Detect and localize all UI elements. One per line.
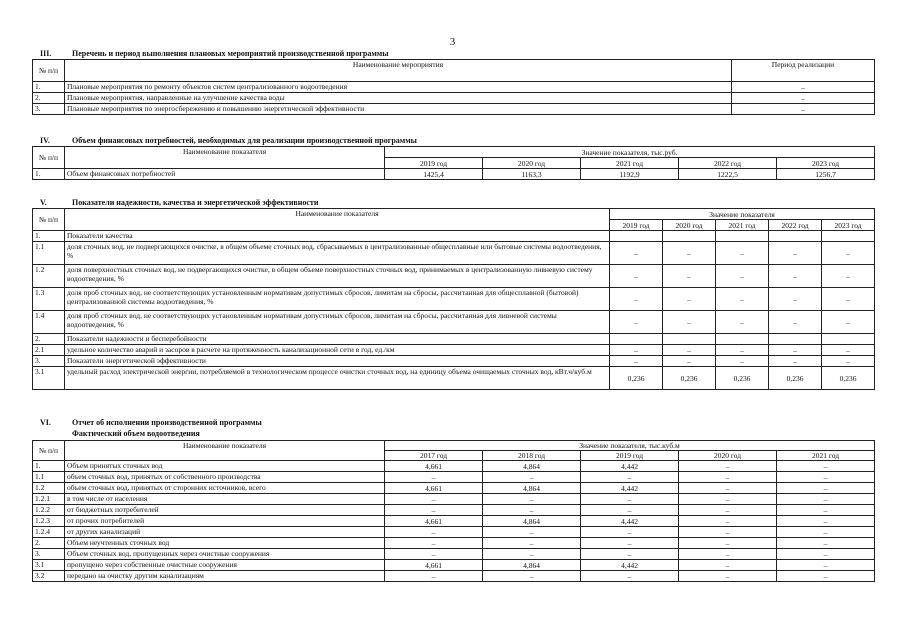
section-5-number: V. — [40, 198, 47, 207]
col-name-header: Наименование показателя — [65, 147, 385, 169]
row-name: Показатели качества — [65, 231, 610, 242]
row-value: – — [663, 356, 716, 367]
row-number: 1.2.4 — [33, 527, 65, 538]
row-value: – — [822, 356, 875, 367]
row-value — [716, 231, 769, 242]
row-value: – — [385, 549, 483, 560]
row-value: 1192,9 — [581, 169, 679, 180]
row-value: – — [483, 494, 581, 505]
year-header: 2020 год — [483, 158, 581, 169]
row-name: объем сточных вод, принятых от сторонних источников, всего — [65, 483, 385, 494]
row-name: Плановые мероприятия по энергосбережению и повышению энергетической эффективности — [65, 104, 732, 115]
row-value: – — [679, 549, 777, 560]
row-value: – — [777, 560, 875, 571]
row-number: 1. — [33, 82, 65, 93]
row-value: – — [769, 288, 822, 311]
row-value — [769, 231, 822, 242]
row-value: – — [679, 538, 777, 549]
row-value: – — [483, 527, 581, 538]
row-value — [610, 231, 663, 242]
row-number: 2. — [33, 538, 65, 549]
row-value: – — [483, 505, 581, 516]
row-value: – — [483, 571, 581, 582]
row-period: – — [732, 104, 875, 115]
table-row — [33, 472, 875, 483]
col-period-header: Период реализации — [732, 60, 875, 82]
section-3-table — [32, 59, 875, 115]
row-number: 1. — [33, 231, 65, 242]
row-value: 1425,4 — [385, 169, 483, 180]
table-row — [33, 334, 875, 345]
section-4-heading: Объем финансовых потребностей, необходимых для реализации производственной программы — [72, 136, 417, 145]
table-row — [33, 549, 875, 560]
table-row — [33, 367, 875, 390]
row-name: доля проб сточных вод, не соответствующих установленным нормативам допустимых сбросов, лимитам на сбросы, рассчитанная для ливневой системы водоотведения, % — [65, 311, 610, 334]
row-value: – — [483, 538, 581, 549]
row-name: доля поверхностных сточных вод, не подвергающихся очистке, в общем объеме поверхностных сточных вод, принимаемых в централизованную ливневую систему водоотведения, % — [65, 265, 610, 288]
row-value: 4,442 — [581, 483, 679, 494]
year-header: 2019 год — [385, 158, 483, 169]
row-value — [610, 334, 663, 345]
row-value: – — [581, 472, 679, 483]
table-row — [33, 231, 875, 242]
row-period: – — [732, 82, 875, 93]
row-number: 2.1 — [33, 345, 65, 356]
col-no-header: № п/п — [33, 147, 65, 169]
table-row — [33, 527, 875, 538]
row-value: – — [581, 538, 679, 549]
table-row — [33, 571, 875, 582]
row-value: – — [822, 288, 875, 311]
row-name: Плановые мероприятия, направленные на улучшение качества воды — [65, 93, 732, 104]
row-value: – — [716, 345, 769, 356]
row-value: – — [385, 527, 483, 538]
row-value: – — [581, 505, 679, 516]
row-value: – — [385, 472, 483, 483]
row-number: 1.3 — [33, 288, 65, 311]
row-value: – — [581, 571, 679, 582]
row-value: – — [679, 461, 777, 472]
row-value: – — [769, 242, 822, 265]
year-header: 2017 год — [385, 451, 483, 461]
table-row — [33, 104, 875, 115]
row-value: – — [610, 265, 663, 288]
row-value: – — [716, 265, 769, 288]
row-value — [716, 334, 769, 345]
row-value: – — [663, 265, 716, 288]
row-value: 4,864 — [483, 516, 581, 527]
row-value: – — [716, 311, 769, 334]
row-value: – — [769, 345, 822, 356]
row-value: – — [610, 345, 663, 356]
section-6-heading: Отчет об исполнении производственной программы — [72, 418, 262, 427]
row-value: – — [581, 549, 679, 560]
row-value: – — [716, 356, 769, 367]
row-value: – — [777, 472, 875, 483]
table-row — [33, 345, 875, 356]
row-name: Плановые мероприятия по ремонту объектов систем централизованного водоотведения — [65, 82, 732, 93]
row-value: – — [663, 311, 716, 334]
row-name: Показатели энергетической эффективности — [65, 356, 610, 367]
section-4-title — [40, 136, 417, 145]
row-value: – — [769, 356, 822, 367]
row-number: 1.2.1 — [33, 494, 65, 505]
year-header: 2020 год — [679, 451, 777, 461]
row-value: 4,864 — [483, 483, 581, 494]
row-name: удельный расход электрической энергии, потребляемой в технологическом процессе очистки сточных вод, на единицу объема очищаемых сточных вод, кВт.ч/куб.м — [65, 367, 610, 390]
section-5-heading: Показатели надежности, качества и энергетической эффективности — [72, 198, 319, 207]
table-row — [33, 538, 875, 549]
table-row — [33, 461, 875, 472]
section-3-number: III. — [40, 49, 52, 58]
year-header: 2022 год — [769, 220, 822, 231]
col-group-header: Значение показателя — [610, 209, 875, 220]
table-row — [33, 356, 875, 367]
table-row — [33, 505, 875, 516]
row-value: – — [769, 265, 822, 288]
row-period: – — [732, 93, 875, 104]
row-value: 0,236 — [610, 367, 663, 390]
row-value — [663, 231, 716, 242]
row-number: 3.1 — [33, 367, 65, 390]
col-name-header: Наименование показателя — [65, 441, 385, 461]
table-row — [33, 265, 875, 288]
row-value: – — [679, 571, 777, 582]
row-value: – — [610, 242, 663, 265]
section-6-subtitle: Фактический объем водоотведения — [72, 429, 200, 438]
row-value: – — [777, 494, 875, 505]
row-value: 1256,7 — [777, 169, 875, 180]
year-header: 2021 год — [581, 158, 679, 169]
col-name-header: Наименование показателя — [65, 209, 610, 231]
row-value: – — [716, 288, 769, 311]
row-value: 4,442 — [581, 461, 679, 472]
row-name: Объем финансовых потребностей — [65, 169, 385, 180]
row-name: удельное количество аварий и засоров в расчете на протяженность канализационной сети в год, ед./км — [65, 345, 610, 356]
table-row — [33, 516, 875, 527]
row-value: – — [663, 242, 716, 265]
row-number: 1. — [33, 461, 65, 472]
page-number: 3 — [449, 36, 456, 48]
row-name: от прочих потребителей — [65, 516, 385, 527]
col-no-header: № п/п — [33, 209, 65, 231]
row-value: – — [663, 288, 716, 311]
row-value: – — [663, 345, 716, 356]
row-number: 2. — [33, 93, 65, 104]
row-value: – — [483, 472, 581, 483]
row-value: – — [610, 288, 663, 311]
row-name: передано на очистку другим канализациям — [65, 571, 385, 582]
row-number: 1.2.3 — [33, 516, 65, 527]
year-header: 2023 год — [822, 220, 875, 231]
col-group-header: Значение показателя, тыс.руб. — [385, 147, 875, 158]
row-name: от бюджетных потребителей — [65, 505, 385, 516]
section-5-table — [32, 208, 875, 390]
row-value: 1163,3 — [483, 169, 581, 180]
table-row — [33, 93, 875, 104]
row-value: – — [777, 527, 875, 538]
table-row — [33, 242, 875, 265]
year-header: 2018 год — [483, 451, 581, 461]
row-value: 0,236 — [716, 367, 769, 390]
year-header: 2019 год — [581, 451, 679, 461]
row-value: 4,442 — [581, 516, 679, 527]
col-name-header: Наименование мероприятия — [65, 60, 732, 82]
section-4-number: IV. — [40, 136, 50, 145]
row-value: – — [385, 538, 483, 549]
row-name: в том числе от населения — [65, 494, 385, 505]
col-group-header: Значение показателя, тыс.куб.м — [385, 441, 875, 451]
section-5-title — [40, 198, 318, 207]
year-header: 2021 год — [716, 220, 769, 231]
row-value: 4,661 — [385, 483, 483, 494]
row-value: – — [769, 311, 822, 334]
row-number: 1.4 — [33, 311, 65, 334]
row-value: – — [822, 345, 875, 356]
row-value: – — [581, 494, 679, 505]
row-value: – — [679, 494, 777, 505]
table-row — [33, 560, 875, 571]
row-value: 0,236 — [769, 367, 822, 390]
col-no-header: № п/п — [33, 441, 65, 461]
row-value: – — [822, 242, 875, 265]
row-number: 3.1 — [33, 560, 65, 571]
row-value — [822, 231, 875, 242]
section-3-title — [40, 49, 388, 58]
row-value: – — [679, 560, 777, 571]
row-value: – — [822, 311, 875, 334]
row-value: – — [610, 356, 663, 367]
row-value: 4,661 — [385, 516, 483, 527]
row-value: 0,236 — [663, 367, 716, 390]
row-number: 1.1 — [33, 242, 65, 265]
year-header: 2023 год — [777, 158, 875, 169]
table-row — [33, 288, 875, 311]
row-value — [769, 334, 822, 345]
row-name: доля сточных вод, не подвергающихся очистке, в общем объеме сточных вод, сбрасываемых в централизованные общесплавные или бытовые системы водоотведения, % — [65, 242, 610, 265]
row-value: – — [777, 549, 875, 560]
row-value: – — [777, 461, 875, 472]
row-name: объем сточных вод, принятых от собственного производства — [65, 472, 385, 483]
row-name: Показатели надежности и бесперебойности — [65, 334, 610, 345]
table-row — [33, 483, 875, 494]
row-value: – — [679, 483, 777, 494]
row-number: 3. — [33, 356, 65, 367]
year-header: 2021 год — [777, 451, 875, 461]
row-value: – — [385, 494, 483, 505]
col-no-header: № п/п — [33, 60, 65, 82]
row-value — [822, 334, 875, 345]
row-number: 3. — [33, 549, 65, 560]
year-header: 2022 год — [679, 158, 777, 169]
row-value: – — [716, 242, 769, 265]
section-6-title — [40, 418, 262, 427]
row-value: – — [679, 472, 777, 483]
row-name: Объем сточных вод, пропущенных через очистные сооружения — [65, 549, 385, 560]
row-name: пропущено через собственные очистные сооружения — [65, 560, 385, 571]
row-value: 4,661 — [385, 461, 483, 472]
row-value: – — [679, 505, 777, 516]
row-value: – — [777, 538, 875, 549]
row-number: 1.1 — [33, 472, 65, 483]
table-row — [33, 494, 875, 505]
row-name: Объем принятых сточных вод — [65, 461, 385, 472]
section-6-number: VI. — [40, 418, 51, 427]
row-value: – — [385, 571, 483, 582]
row-value: 4,661 — [385, 560, 483, 571]
row-value: – — [581, 527, 679, 538]
row-number: 2. — [33, 334, 65, 345]
row-number: 1.2.2 — [33, 505, 65, 516]
row-value — [663, 334, 716, 345]
year-header: 2019 год — [610, 220, 663, 231]
row-value: – — [822, 265, 875, 288]
year-header: 2020 год — [663, 220, 716, 231]
row-value: – — [610, 311, 663, 334]
row-number: 1.2 — [33, 265, 65, 288]
row-name: от других канализаций — [65, 527, 385, 538]
row-value: – — [777, 571, 875, 582]
row-value: – — [679, 527, 777, 538]
row-name: доля проб сточных вод, не соответствующих установленным нормативам допустимых сбросов, лимитам на сбросы, рассчитанная для общесплавной (бытовой) централизованной системы водоотведения, % — [65, 288, 610, 311]
section-6-table — [32, 440, 875, 582]
row-number: 3. — [33, 104, 65, 115]
row-value: 4,442 — [581, 560, 679, 571]
row-value: – — [483, 549, 581, 560]
row-value: – — [777, 483, 875, 494]
row-value: 0,236 — [822, 367, 875, 390]
section-4-table — [32, 146, 875, 180]
row-name: Объем неучтенных сточных вод — [65, 538, 385, 549]
row-value: – — [777, 516, 875, 527]
row-value: 4,864 — [483, 560, 581, 571]
row-value: 1222,5 — [679, 169, 777, 180]
row-number: 3.2 — [33, 571, 65, 582]
row-number: 1.2 — [33, 483, 65, 494]
row-number: 1. — [33, 169, 65, 180]
table-row — [33, 82, 875, 93]
table-row — [33, 311, 875, 334]
row-value: – — [679, 516, 777, 527]
row-value: – — [385, 505, 483, 516]
section-3-heading: Перечень и период выполнения плановых мероприятий производственной программы — [72, 49, 389, 58]
row-value: – — [777, 505, 875, 516]
row-value: 4,864 — [483, 461, 581, 472]
table-row — [33, 169, 875, 180]
